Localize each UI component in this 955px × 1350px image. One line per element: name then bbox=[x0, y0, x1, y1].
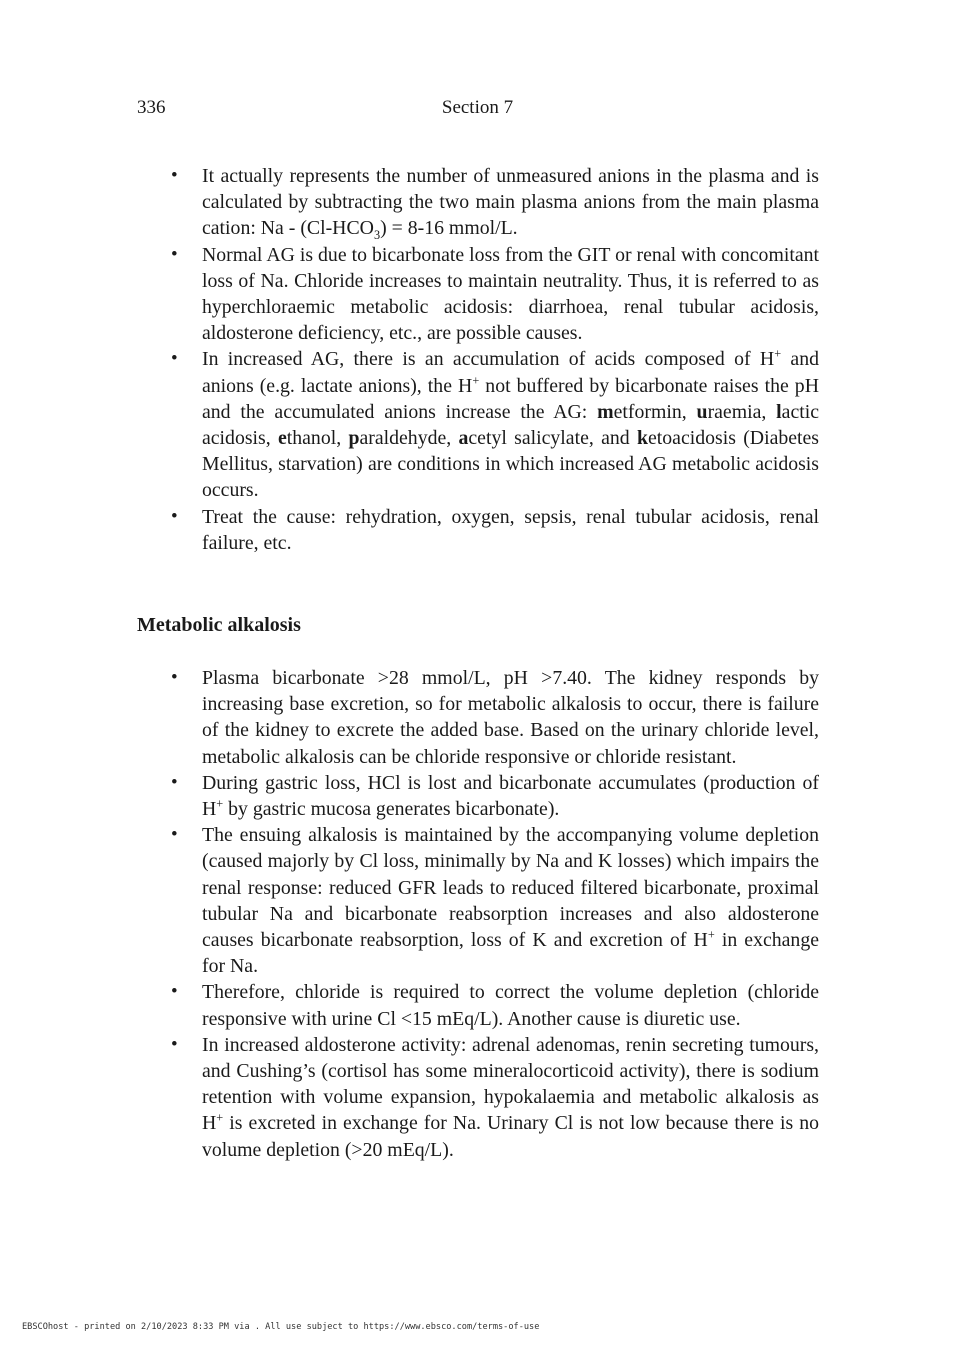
list-item-text: cetyl salicylate, and bbox=[468, 427, 637, 450]
list-item-text: ) = 8-16 mmol/L. bbox=[380, 217, 518, 240]
list-item-text: by gastric mucosa generates bicarbonate). bbox=[223, 798, 560, 821]
page-number: 336 bbox=[137, 97, 166, 118]
bullet-icon: • bbox=[171, 243, 178, 265]
list-item-text: In increased AG, there is an accumulation of acids composed of H bbox=[202, 348, 775, 371]
metabolic-alkalosis-bullets bbox=[137, 665, 819, 1163]
mnemonic-letter: p bbox=[348, 427, 360, 450]
list-item-text: During gastric loss, HCl is lost and bicarbonate accumulates (production of H bbox=[202, 771, 819, 821]
bullet-icon: • bbox=[171, 667, 178, 688]
list-item bbox=[137, 346, 819, 503]
bullet-icon: • bbox=[171, 1033, 178, 1055]
bullet-icon: • bbox=[171, 824, 178, 846]
bullet-icon: • bbox=[171, 981, 178, 1003]
superscript: + bbox=[774, 346, 782, 361]
bullet-icon: • bbox=[171, 771, 178, 793]
mnemonic-letter: e bbox=[277, 427, 287, 450]
list-item-text: raemia, bbox=[707, 400, 777, 423]
bullet-icon: • bbox=[171, 348, 178, 370]
list-item-text: in exchange for Na. bbox=[202, 929, 819, 978]
list-item-text: is excreted in exchange for Na. Urinary Cl is not low because there is no volume depletion (>20 mEq/L). bbox=[202, 1112, 819, 1161]
mnemonic-letter: u bbox=[696, 400, 708, 423]
print-footer: EBSCOhost - printed on 2/10/2023 8:33 PM via . All use subject to https://www.ebsco.com/terms-of-use bbox=[22, 1322, 540, 1332]
list-item bbox=[137, 822, 819, 979]
list-item-text: In increased aldosterone activity: adrenal adenomas, renin secreting tumours, and Cushing’s (cortisol has some mineralocorticoid activity), there is sodium retention with volume expansion, hypokalaemia and metabolic alkalosis as H bbox=[202, 1033, 819, 1135]
bullet-list bbox=[137, 163, 819, 556]
mnemonic-letter: k bbox=[636, 427, 648, 450]
list-item-text: not buffered by bicarbonate raises the pH and the accumulated anions increase the AG: bbox=[202, 374, 819, 423]
list-item-text: Normal AG is due to bicarbonate loss from the GIT or renal with concomitant loss of Na. Chloride increases to maintain neutrality. Thus, it is referred to as hyperchloraemic metabolic acidosis: diarrhoea, renal tubular acidosis, aldosterone deficiency, etc., are possible causes. bbox=[202, 243, 819, 345]
list-item-text: and anions (e.g. lactate anions), the H bbox=[202, 348, 819, 397]
list-item-text: It actually represents the number of unmeasured anions in the plasma and is calculated by subtracting the two main plasma anions from the main plasma cation: Na - (Cl-HCO bbox=[202, 165, 819, 240]
running-head: Section 7 bbox=[441, 97, 514, 118]
bullet-list bbox=[137, 665, 819, 1163]
list-item-text: araldehyde, bbox=[359, 427, 459, 450]
section-heading: Metabolic alkalosis bbox=[137, 614, 301, 636]
list-item bbox=[137, 504, 819, 556]
superscript: + bbox=[707, 927, 715, 942]
superscript: + bbox=[216, 1110, 224, 1125]
list-item-text: etoacidosis (Diabetes Mellitus, starvation) are conditions in which increased AG metabolic acidosis occurs. bbox=[202, 427, 819, 502]
mnemonic-letter: l bbox=[776, 400, 782, 423]
list-item bbox=[137, 979, 819, 1031]
list-item bbox=[137, 1032, 819, 1163]
list-item bbox=[137, 770, 819, 822]
list-item-text: Treat the cause: rehydration, oxygen, sepsis, renal tubular acidosis, renal failure, etc. bbox=[202, 505, 819, 554]
list-item-text: thanol, bbox=[286, 427, 349, 450]
list-item bbox=[137, 242, 819, 347]
superscript: + bbox=[472, 373, 480, 388]
superscript: + bbox=[216, 796, 224, 811]
anion-gap-bullets bbox=[137, 163, 819, 556]
list-item bbox=[137, 665, 819, 770]
bullet-icon: • bbox=[171, 165, 178, 186]
list-item-text: actic acidosis, bbox=[202, 400, 820, 450]
list-item-text: etformin, bbox=[613, 400, 697, 423]
list-item bbox=[137, 163, 819, 242]
subscript: 3 bbox=[373, 228, 381, 243]
mnemonic-letter: a bbox=[458, 427, 469, 450]
bullet-icon: • bbox=[171, 505, 178, 527]
list-item-text: The ensuing alkalosis is maintained by the accompanying volume depletion (caused majorly by Cl loss, minimally by Na and K losses) which impairs the renal response: reduced GFR leads to reduced filtered bicarbonate, proximal tubular Na and bicarbonate reabsorption increases and also aldosterone causes bicarbonate reabsorption, loss of K and excretion of H bbox=[202, 824, 819, 952]
list-item-text: Plasma bicarbonate >28 mmol/L, pH >7.40. The kidney responds by increasing base excretion, so for metabolic alkalosis to occur, there is failure of the kidney to excrete the added base. Based on the urinary chloride level, metabolic alkalosis can be chloride responsive or chloride resistant. bbox=[202, 667, 819, 768]
mnemonic-letter: m bbox=[597, 400, 614, 423]
list-item-text: Therefore, chloride is required to correct the volume depletion (chloride responsive with urine Cl <15 mEq/L). Another cause is diuretic use. bbox=[202, 981, 819, 1030]
